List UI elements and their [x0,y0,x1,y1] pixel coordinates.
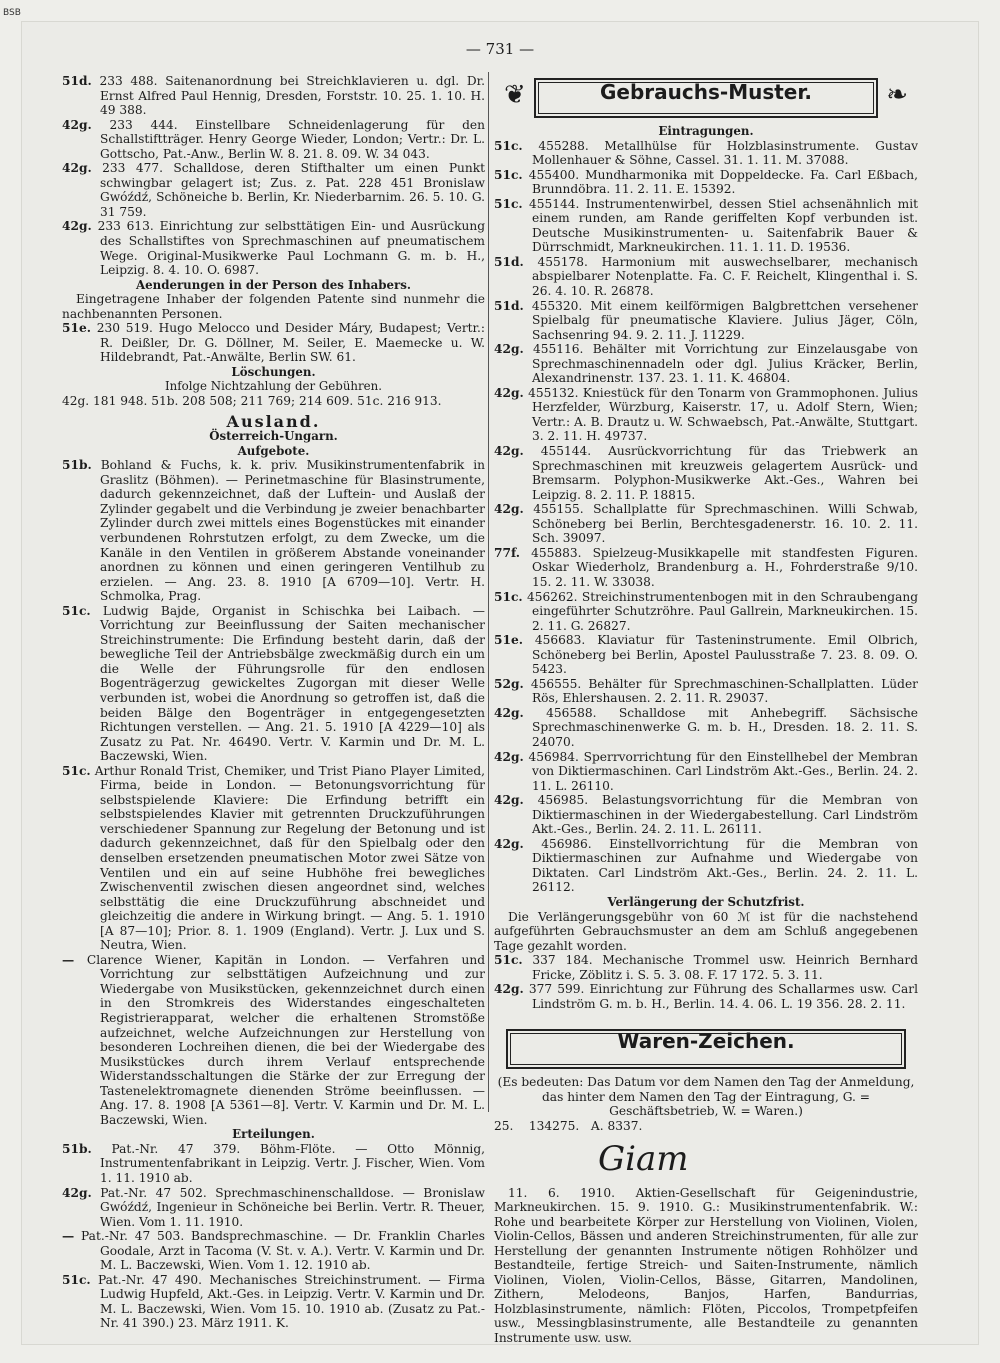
entry-text: 233 444. Einstellbare Schneidenlagerung für den Schallstiftträger. Henry George Wieder, London; Vertr.: Dr. L. Gottscho, Pat.-Anw., Berlin W. 8. 21. 8. 09. W. 34 043. [100,117,485,161]
entry-class: 52g. [494,676,524,691]
inhaber-entry: 51e. 230 519. Hugo Melocco und Desider Máry, Budapest; Vertr.: R. Deißler, Dr. G. Döllner, M. Seiler, E. Maemecke u. W. Hildebrandt, Pat.-Anwälte, Berlin SW. 61. [62,321,486,365]
entry-class: 42g. [494,793,524,808]
erteilungen-list [62,1142,485,1331]
entry-class: 42g. [62,161,92,176]
waren-text: 11. 6. 1910. Aktien-Gesellschaft für Geigenindustrie, Markneukirchen. 15. 9. 1910. G.: Musikinstrumentenfabrik. W.: Rohe und bearbeitete Körper zur Herstellung von Violinen, Violen, Violin-Cellos, Bässen und anderen Streichinstrumenten, für alle zur Herstellung der genannten Instrumente nötigen Rohhölzer und Bestandteile, fertige Streich- und Saiten-Instrumente, nämlich Violinen, Violen, Violin-Cellos, Bässe, Gitarren, Mandolinen, Zithern, Melodeons, Banjos, Harfen, Bandurrias, Holzblasinstrumente, nämlich: Flöten, Piccolos, Trompetpfeifen usw., Messingblasinstrumente, alle Bestandteile zu genannten Instrumente usw. usw. [494,1185,918,1346]
entry-text: 455400. Mundharmonika mit Doppeldecke. Fa. Carl Eßbach, Brunndöbra. 11. 2. 11. E. 15392. [528,167,918,197]
entry [494,168,918,197]
entry-class: 42g. [494,444,524,459]
entry-text: Pat.-Nr. 47 490. Mechanisches Streichinstrument. — Firma Ludwig Hupfeld, Akt.-Ges. in Leipzig. Vertr. V. Karmin und Dr. M. L. Baczewski, Wien. Vom 15. 10. 1910 ab. (Zusatz zu Pat.-Nr. 41 390.) 23. März 1911. K. [97,1272,486,1331]
entry [62,604,485,764]
verlaengerung-intro: Die Verlängerungsgebühr von 60 ℳ ist für die nachstehend aufgeführten Gebrauchsmuster an dem am Schluß angegebenen Tage gezahlt worden. [494,909,918,953]
entry [62,1142,485,1186]
entry-text: Clarence Wiener, Kapitän in London. — Verfahren und Vorrichtung zur selbsttätigen Aufzeichnung und zur Wiedergabe von Musikstücken, gekennzeichnet durch einen in den Stromkreis des Widerstandes eingeschalteten Registrierapparat, welcher die erhaltenen Stromstöße aufzeichnet, welche Aufzeichnungen zur Herstellung von besonderen Lochreihen dienen, die bei der Wiedergabe des Musikstückes durch ihrem Verlauf entsprechende Widerstandsschaltungen die Stärke der zur Erregung der Tastenelektromagnete dienenden Ströme beeinflussen. — Ang. 17. 8. 1908 [A 5361—8]. Vertr. V. Karmin und Dr. M. L. Baczewski, Wien. [86,952,486,1127]
loeschungen-subheading: Infolge Nichtzahlung der Gebühren. [165,379,382,394]
entry-text: 233 477. Schalldose, deren Stifthalter um einen Punkt schwingbar gelagert ist; Zus. z. Pat. 228 451 Bronislaw Gwóźdź, Schöneiche b. Berlin, Kr. Niederbarnim. 26. 5. 10. G. 31 759. [100,161,485,219]
entry-class: 51c. [494,167,523,182]
entry-text: 455288. Metallhülse für Holzblasinstrumente. Gustav Mollenhauer & Söhne, Cassel. 31. 1. 11. M. 37088. [532,138,918,168]
entry-class: 51c. [62,763,91,778]
heading-aufgebote: Aufgebote. [237,443,310,458]
entry-text: 455155. Schallplatte für Sprechmaschinen. Willi Schwab, Schöneberg bei Berlin, Berchtesgadenerstr. 16. 10. 2. 11. Sch. 39097. [532,502,919,546]
right-column [494,74,918,1346]
page-number: — 731 — [465,40,535,58]
entry [494,502,918,546]
entry-text: 233 613. Einrichtung zur selbsttätigen Ein- und Ausrückung des Schallstiftes von Sprechmaschinen auf pneumatischem Wege. Original-Musikwerke Paul Lochmann G. m. b. H., Leipzig. 8. 4. 10. O. 6987. [97,219,486,278]
entry-class: 42g. [494,502,524,517]
entry [62,161,485,219]
entry [62,458,485,603]
waren-number: 25. 134275. A. 8337. [494,1119,643,1133]
entry [494,706,918,750]
entry-text: 456985. Belastungsvorrichtung für die Membran von Diktiermaschinen in der Wiedergabestellung. Carl Lindström Akt.-Ges., Berlin. 24. 2. 11. L. 26111. [532,793,918,837]
entry-text: 456986. Einstellvorrichtung für die Membran von Diktiermaschinen zur Aufnahme und Wiedergabe von Diktaten. Carl Lindström Akt.-Ges., Berlin. 24. 2. 11. L. 26112. [532,836,918,895]
warenzeichen-banner [494,1025,918,1071]
entry-text: 455320. Mit einem keilförmigen Balgbrettchen versehener Spielbalg für pneumatische Klaviere. Julius Jäger, Cöln, Sachsenring 94. 9. 2. 11. J. 11229. [531,298,918,342]
entry-class: 51c. [62,603,91,618]
entry [494,386,918,444]
entry [62,764,485,953]
entry-class: 42g. [494,749,524,764]
entry-class: 51c. [62,1272,91,1287]
entry [494,444,918,502]
entry-text: Ludwig Bajde, Organist in Schischka bei Laibach. — Vorrichtung zur Beeinflussung der Saiten mechanischer Streichinstrumente: Die Erfindung besteht darin, daß der bewegliche Teil der Antriebsbälge zweckmäßig durch ein um die Welle der Führungsrolle für den endlosen Bogenträgerzug gewickeltes Zugorgan mit dieser Welle verbunden ist, wobei die Anordnung so getroffen ist, daß die beiden Bälge den Bogenträger in entgegengesetzten Richtungen verstellen. — Ang. 21. 5. 1910 [A 4229—10] als Zusatz zu Pat. Nr. 46490. Vertr. V. Karmin und Dr. M. L. Baczewski, Wien. [100,603,485,764]
waren-note: (Es bedeuten: Das Datum vor dem Namen den Tag der Anmeldung, das hinter dem Namen den Tag der Eintragung, G. = Geschäftsbetrieb, W. = Waren.) [497,1075,915,1119]
entry-text: Pat.-Nr. 47 379. Böhm-Flöte. — Otto Mönnig, Instrumentenfabrikant in Leipzig. Vertr. J. Fischer, Wien. Vom 1. 11. 1910 ab. [100,1141,485,1186]
entry-text: 455883. Spielzeug-Musikkapelle mit standfesten Figuren. Oskar Wiederholz, Brandenburg a. H., Fohrderstraße 9/10. 15. 2. 11. W. 33038. [531,545,919,589]
entry [494,677,918,706]
fleuron-icon: ❦ [504,80,526,110]
heading-ausland: Ausland. [226,411,321,431]
entry-text: 456555. Behälter für Sprechmaschinen-Schallplatten. Lüder Rös, Ehlershausen. 2. 2. 11. R. 29037. [530,676,918,706]
left-column [62,74,485,1331]
entry [62,219,485,277]
entry-class: 42g. [62,219,92,234]
entry [62,74,485,118]
heading-inhaber: Aenderungen in der Person des Inhabers. [135,277,412,292]
entry-class: — [62,1229,75,1244]
entry-text: Arthur Ronald Trist, Chemiker, und Trist Piano Player Limited, Firma, beide in London. — Betonungsvorrichtung für selbstspielende Klaviere: Die Erfindung betrifft ein selbstspielendes Klavier mit getrennten Druckzuführungen verschiedener Spannung zur Regelung der Betonung und ist dadurch gekennzeichnet, daß für den Spielbalg oder den denselben ersetzenden pneumatischen Motor zwei Sätze von Ventilen und ein auf seine Hubhöhe frei bewegliches Zwischenventil zwischen diesen angeordnet sind, welches selbsttätig die eine Druckzuführung abschneidet und gleichzeitig die andere in Wirkung bringt. — Ang. 5. 1. 1910 [A 87—10]; Prior. 8. 1. 1909 (England). Vertr. J. Lux und S. Neutra, Wien. [94,763,486,953]
entry-class: 51c. [494,138,523,153]
entry [494,793,918,837]
entry [494,590,918,634]
entry [62,118,485,162]
entry [62,953,485,1128]
entry-class: 51c. [494,196,523,211]
entry-class: 42g. [62,1185,92,1200]
entry-text: 337 184. Mechanische Trommel usw. Heinrich Bernhard Fricke, Zöblitz i. S. 5. 3. 08. F. 17 172. 5. 3. 11. [532,953,919,982]
entry [494,633,918,677]
entry-text: 455144. Instrumentenwirbel, dessen Stiel achsenähnlich mit einem runden, am Rande geriffelten Kopf verbunden ist. Deutsche Musikinstrumenten- u. Saitenfabrik Bauer & Dürrschmidt, Markneukirchen. 11. 1. 11. D. 19536. [528,196,919,255]
entry [62,1273,485,1331]
entry-text: 456984. Sperrvorrichtung für den Einstellhebel der Membran von Diktiermaschinen. Carl Lindström Akt.-Ges., Berlin. 24. 2. 11. L. 26110. [528,749,918,793]
entry-class: 51b. [62,458,92,473]
entry [62,1229,485,1273]
entry-text: 455178. Harmonium mit auswechselbarer, mechanisch abspielbarer Notenplatte. Fa. C. F. Reichelt, Klingenthal i. S. 26. 4. 10. R. 26878. [532,254,919,299]
patent-list [62,74,485,278]
entry [494,139,918,168]
entry-class: 51b. [62,1141,92,1156]
entry [494,750,918,794]
entry-class: 51d. [494,298,524,313]
entry-class: 51e. [494,633,523,648]
entry-class: 77f. [494,545,521,560]
scan-label: BSB [3,8,21,18]
entry-text: 455132. Kniestück für den Tonarm von Grammophonen. Julius Herzfelder, Würzburg, Kaiserstr. 17, u. Adolf Stern, Wien; Vertr.: A. B. Drautz u. W. Schwaebsch, Pat.-Anwälte, Stuttgart. 3. 2. 11. H. 49737. [528,385,919,444]
entry [494,342,918,386]
aufgebote-list [62,458,485,1127]
entry-class: 42g. [494,342,524,357]
entry-text: 456683. Klaviatur für Tasteninstrumente. Emil Olbrich, Schöneberg bei Berlin, Apostel Paulusstraße 7. 23. 8. 09. O. 5423. [532,633,918,677]
inhaber-intro: Eingetragene Inhaber der folgenden Patente sind nunmehr die nachbenannten Personen. [62,292,485,321]
fleuron-icon: ❧ [886,80,908,110]
gebrauchsmuster-banner [494,74,918,120]
entry-class: 51d. [494,254,524,269]
loeschungen-list: 42g. 181 948. 51b. 208 508; 211 769; 214 609. 51c. 216 913. [62,394,442,409]
entry-class: 51c. [494,953,523,968]
heading-eintragungen: Eintragungen. [658,124,754,138]
entry [494,255,918,299]
eintragungen-list [494,139,918,895]
entry-text: 455144. Ausrückvorrichtung für das Triebwerk an Sprechmaschinen mit kreuzweis gelagertem Ausrück- und Bremsarm. Polyphon-Musikwerke Akt.-Ges., Wahren bei Leipzig. 8. 2. 11. P. 18815. [532,444,918,502]
entry-class: 42g. [494,385,524,400]
entry [494,546,918,590]
entry-class: 42g. [62,117,92,132]
column-rule [488,72,489,1112]
heading-loeschungen: Löschungen. [231,364,316,379]
entry [62,1186,485,1230]
entry-class: — [62,952,75,967]
entry-text: 233 488. Saitenanordnung bei Streichklavieren u. dgl. Dr. Ernst Alfred Paul Hennig, Dresden, Forststr. 10. 25. 1. 10. H. 49 388. [99,74,486,118]
heading-erteilungen: Erteilungen. [232,1127,315,1142]
entry-text: 455116. Behälter mit Vorrichtung zur Einzelausgabe von Sprechmaschinennadeln oder dgl. Julius Kräcker, Berlin, Alexandrinenstr. 137. 23. 1. 11. K. 46804. [532,342,918,386]
entry-text: 377 599. Einrichtung zur Führung des Schallarmes usw. Carl Lindström G. m. b. H., Berlin. 14. 4. 06. L. 19 356. 28. 2. 11. [528,982,919,1011]
entry-class: 51d. [62,74,92,88]
banner-title: Gebrauchs-Muster. [600,80,812,104]
banner-title: Waren-Zeichen. [617,1029,795,1054]
entry-class: 51c. [494,589,523,604]
trademark-giam [594,1136,754,1182]
entry [494,982,918,1011]
entry-text: 456588. Schalldose mit Anhebegriff. Sächsische Sprechmaschinenwerke G. m. b. H., Dresden. 18. 2. 11. S. 24070. [532,705,919,749]
entry [494,299,918,343]
entry-text: 456262. Streichinstrumentenbogen mit in den Schraubengang eingeführter Schutzröhre. Paul Gallrein, Markneukirchen. 15. 2. 11. G. 26827. [527,589,919,633]
verlaengerung-list [494,953,918,1011]
entry [494,197,918,255]
heading-oesterreich: Österreich-Ungarn. [209,429,338,444]
heading-verlaengerung: Verlängerung der Schutzfrist. [607,894,805,909]
entry [494,953,918,982]
trademark-text: Giam [598,1138,689,1179]
entry-class: 42g. [494,982,524,997]
entry-text: Bohland & Fuchs, k. k. priv. Musikinstrumentenfabrik in Graslitz (Böhmen). — Perinetmaschine für Blasinstrumente, dadurch gekennzeichnet, daß der Luftein- und Auslaß der Zylinder gegabelt und die Verbindung je zweier benachbarter Zylinder durch zwei mittels eines Bogenstückes mit einander verbundenen Rohrstutzen erfolgt, zu dem Zwecke, um die Kanäle in den Ventilen in größerem Abstande voneinander anordnen zu können und einen geringeren Ventilhub zu erzielen. — Ang. 23. 8. 1910 [A 6709—10]. Vertr. H. Schmolka, Prag. [100,458,486,604]
entry-class: 42g. [494,836,524,851]
entry [494,837,918,895]
entry-text: Pat.-Nr. 47 503. Bandsprechmaschine. — Dr. Franklin Charles Goodale, Arzt in Tacoma (V. St. v. A.). Vertr. V. Karmin und Dr. M. L. Baczewski, Wien. Vom 1. 12. 1910 ab. [81,1229,485,1273]
entry-text: Pat.-Nr. 47 502. Sprechmaschinenschalldose. — Bronislaw Gwóźdź, Ingenieur in Schöneiche bei Berlin. Vertr. R. Theuer, Wien. Vom 1. 11. 1910. [100,1185,485,1229]
entry-class: 42g. [494,705,524,720]
